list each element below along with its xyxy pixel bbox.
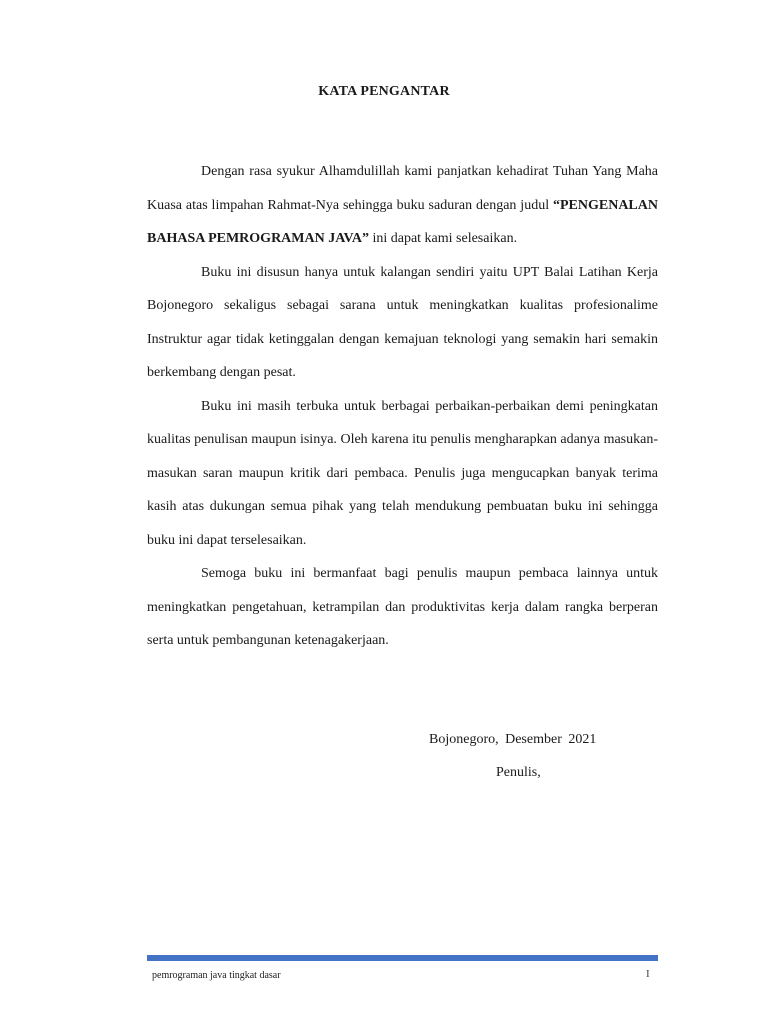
paragraph-1-tail: ini dapat kami selesaikan. [368,231,518,246]
paragraph-2: Buku ini disusun hanya untuk kalangan sendiri yaitu UPT Balai Latihan Kerja Bojonegoro sekaligus sebagai sarana untuk meningkatkan kualitas profesionalime Instruktur agar tidak ketinggalan dengan kemajuan teknologi yang semakin hari semakin berkembang dengan pesat. [147,264,658,380]
paragraph-1-text: Dengan rasa syukur Alhamdulillah kami panjatkan kehadirat Tuhan Yang Maha Kuasa atas limpahan Rahmat-Nya sehingga buku saduran dengan judul [147,164,658,213]
paragraph-4: Semoga buku ini bermanfaat bagi penulis maupun pembaca lainnya untuk meningkatkan pengetahuan, ketrampilan dan produktivitas kerja dalam rangka berperan serta untuk pembangunan ketenagakerjaan. [147,566,658,648]
footer-running-title: pemrograman java tingkat dasar [152,970,281,981]
paragraph-3: Buku ini masih terbuka untuk berbagai perbaikan-perbaikan demi peningkatan kualitas penulisan maupun isinya. Oleh karena itu penulis mengharapkan adanya masukan-masukan saran maupun kritik dari pembaca. Penulis juga mengucapkan banyak terima kasih atas dukungan semua pihak yang telah mendukung pembuatan buku ini sehingga buku ini dapat terselesaikan. [147,398,658,548]
place-date: Bojonegoro, Desember 2021 [429,732,597,747]
paragraph-1 [147,155,658,256]
footer-rule [147,955,658,961]
body-text [147,155,658,658]
signature-label: Penulis, [496,765,541,780]
book-title-emphasis: “PENGENALAN BAHASA PEMROGRAMAN JAVA” [147,197,658,246]
page-title: KATA PENGANTAR [318,84,450,99]
footer-page-number: I [646,968,650,980]
